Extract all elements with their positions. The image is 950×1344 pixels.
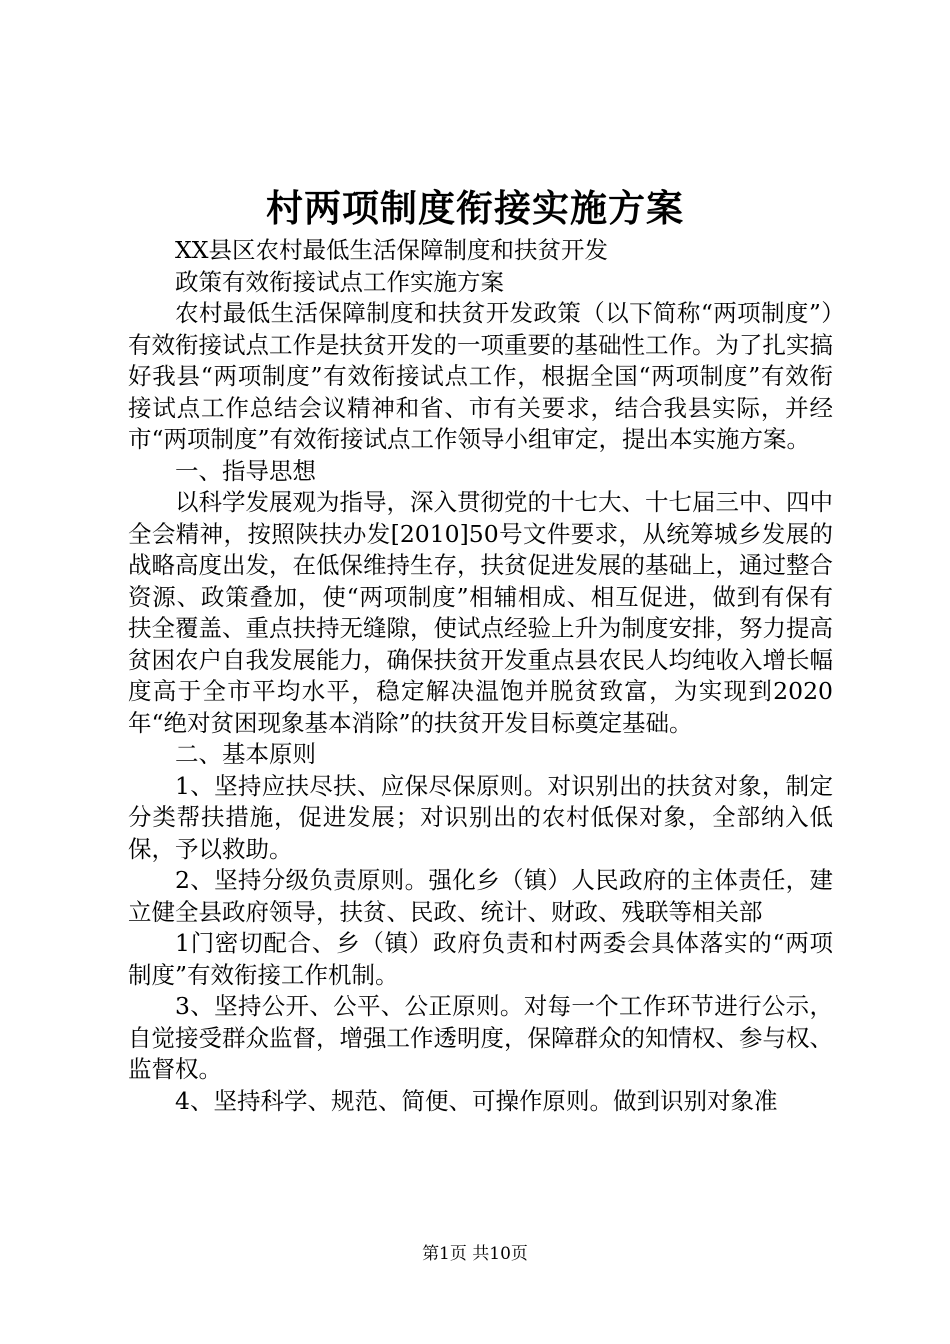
document-body	[128, 235, 833, 1117]
guiding-thought-paragraph: 以科学发展观为指导，深入贯彻党的十七大、十七届三中、四中全会精神，按照陕扶办发[2010]50号文件要求，从统筹城乡发展的战略高度出发，在低保维持生存，扶贫促进发展的基础上，通过整合资源、政策叠加，使“两项制度”相辅相成、相互促进，做到有保有扶全覆盖、重点扶持无缝隙，使试点经验上升为制度安排，努力提高贫困农户自我发展能力，确保扶贫开发重点县农民人均纯收入增长幅度高于全市平均水平，稳定解决温饱并脱贫致富，为实现到2020年“绝对贫困现象基本消除”的扶贫开发目标奠定基础。	[128, 488, 833, 737]
page-number-footer: 第1页 共10页	[422, 1244, 528, 1264]
principle-item-4: 4、坚持科学、规范、简便、可操作原则。做到识别对象准	[175, 1086, 778, 1115]
principle-item-1: 1、坚持应扶尽扶、应保尽保原则。对识别出的扶贫对象，制定分类帮扶措施，促进发展；对识别出的农村低保对象，全部纳入低保，予以救助。	[128, 771, 833, 863]
subtitle-line-1: XX县区农村最低生活保障制度和扶贫开发	[175, 236, 608, 264]
principle-item-3: 3、坚持公开、公平、公正原则。对每一个工作环节进行公示，自觉接受群众监督，增强工作透明度，保障群众的知情权、参与权、监督权。	[128, 992, 833, 1083]
section-heading-basic-principles: 二、基本原则	[175, 740, 316, 768]
subtitle-line-2: 政策有效衔接试点工作实施方案	[175, 267, 504, 296]
principle-item-2: 2、坚持分级负责原则。强化乡（镇）人民政府的主体责任，建立健全县政府领导，扶贫、民政、统计、财政、残联等相关部	[128, 866, 833, 926]
document-title: 村两项制度衔接实施方案	[266, 186, 684, 230]
section-heading-guiding-thought: 一、指导思想	[175, 456, 316, 485]
principle-item-2-continued: 1门密切配合、乡（镇）政府负责和村两委会具体落实的“两项制度”有效衔接工作机制。	[128, 929, 833, 989]
intro-paragraph: 农村最低生活保障制度和扶贫开发政策（以下简称“两项制度”）有效衔接试点工作是扶贫开发的一项重要的基础性工作。为了扎实搞好我县“两项制度”有效衔接试点工作，根据全国“两项制度”有效衔接试点工作总结会议精神和省、市有关要求，结合我县实际，并经市“两项制度”有效衔接试点工作领导小组审定，提出本实施方案。	[128, 299, 833, 453]
